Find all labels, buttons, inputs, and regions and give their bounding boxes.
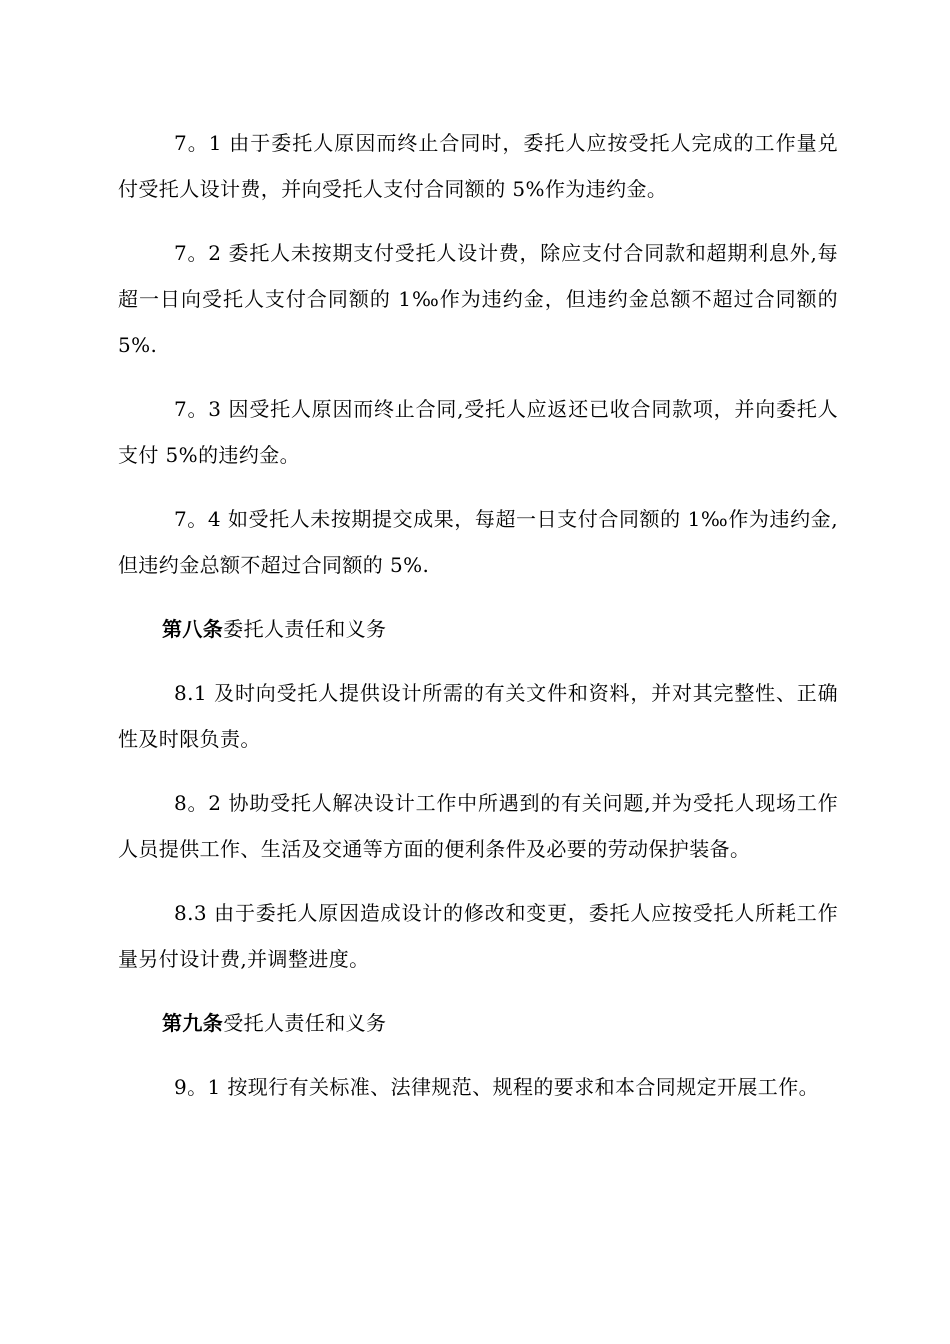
paragraph-gap — [118, 762, 838, 780]
clause-7-4: 7。4 如受托人未按期提交成果，每超一日支付合同额的 1‰作为违约金,但违约金总额不超过合同额的 5%. — [118, 507, 838, 577]
paragraph-gap — [118, 652, 838, 670]
clause-7-3: 7。3 因受托人原因而终止合同,受托人应返还已收合同款项，并向委托人支付 5%的违约金。 — [118, 397, 838, 467]
article-9-number: 第九条 — [162, 1011, 224, 1035]
paragraph-gap — [118, 872, 838, 890]
clause-9-1: 9。1 按现行有关标准、法律规范、规程的要求和本合同规定开展工作。 — [174, 1075, 820, 1099]
paragraph-gap — [118, 478, 838, 496]
article-8-heading — [118, 606, 838, 652]
paragraph-gap — [118, 1046, 838, 1064]
article-8-number: 第八条 — [162, 617, 224, 641]
article-9-title: 受托人责任和义务 — [223, 1011, 387, 1035]
paragraph-gap — [118, 212, 838, 230]
paragraph-gap — [118, 588, 838, 606]
clause-8-3: 8.3 由于委托人原因造成设计的修改和变更，委托人应按受托人所耗工作量另付设计费,并调整进度。 — [118, 901, 838, 971]
paragraph-gap — [118, 368, 838, 386]
document-body — [118, 120, 838, 1110]
clause-7-1: 7。1 由于委托人原因而终止合同时，委托人应按受托人完成的工作量兑付受托人设计费，并向受托人支付合同额的 5%作为违约金。 — [118, 131, 838, 201]
clause-8-2: 8。2 协助受托人解决设计工作中所遇到的有关问题,并为受托人现场工作人员提供工作、生活及交通等方面的便利条件及必要的劳动保护装备。 — [118, 791, 838, 861]
clause-7-2: 7。2 委托人未按期支付受托人设计费，除应支付合同款和超期利息外,每超一日向受托人支付合同额的 1‰作为违约金，但违约金总额不超过合同额的 5%. — [118, 241, 838, 357]
article-9-heading — [118, 1000, 838, 1046]
article-8-title: 委托人责任和义务 — [223, 617, 387, 641]
paragraph-gap — [118, 982, 838, 1000]
clause-8-1: 8.1 及时向受托人提供设计所需的有关文件和资料，并对其完整性、正确性及时限负责。 — [118, 681, 838, 751]
